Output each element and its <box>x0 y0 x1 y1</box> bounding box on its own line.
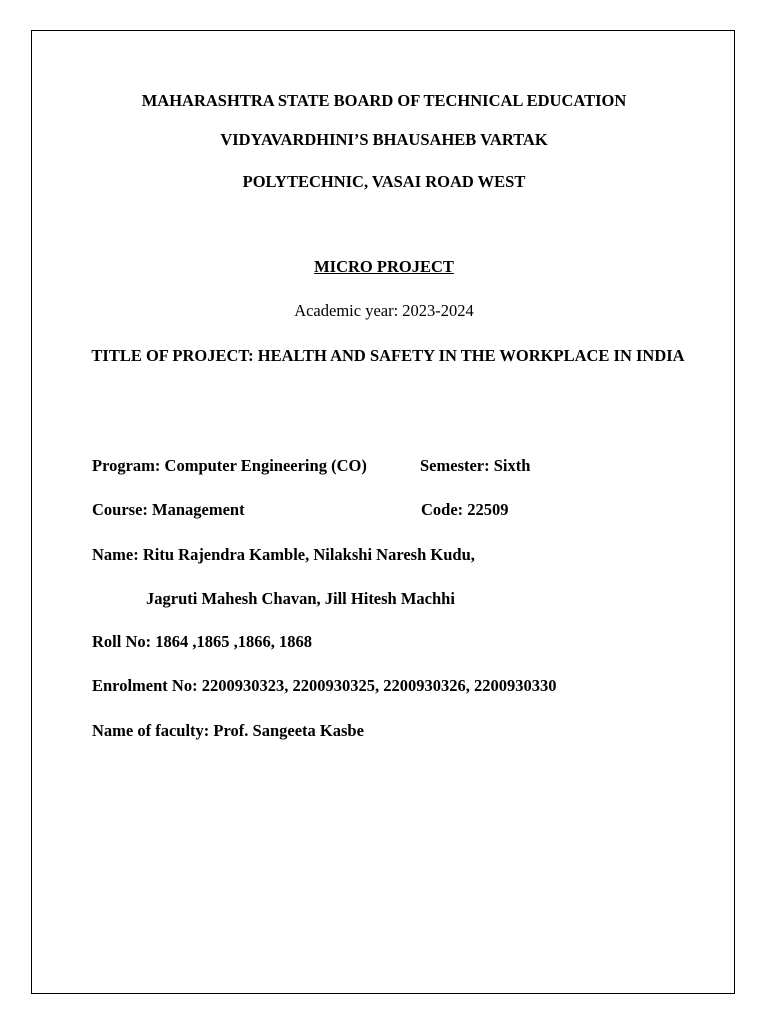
semester: Semester: Sixth <box>420 456 531 475</box>
institute-name-line1: VIDYAVARDHINI’S BHAUSAHEB VARTAK <box>220 130 548 149</box>
enrolment-numbers: Enrolment No: 2200930323, 2200930325, 2200930326, 2200930330 <box>92 676 557 695</box>
course-code: Code: 22509 <box>421 500 509 519</box>
micro-project-heading: MICRO PROJECT <box>314 257 454 276</box>
project-title: TITLE OF PROJECT: HEALTH AND SAFETY IN THE WORKPLACE IN INDIA <box>91 346 685 365</box>
board-name: MAHARASHTRA STATE BOARD OF TECHNICAL EDUCATION <box>141 91 627 110</box>
course: Course: Management <box>92 500 245 519</box>
institute-name-line2: POLYTECHNIC, VASAI ROAD WEST <box>242 172 526 191</box>
roll-numbers: Roll No: 1864 ,1865 ,1866, 1868 <box>92 632 312 651</box>
student-names-line1: Name: Ritu Rajendra Kamble, Nilakshi Naresh Kudu, <box>92 545 475 564</box>
program: Program: Computer Engineering (CO) <box>92 456 367 475</box>
student-names-line2: Jagruti Mahesh Chavan, Jill Hitesh Machhi <box>146 589 455 608</box>
faculty-name: Name of faculty: Prof. Sangeeta Kasbe <box>92 721 364 740</box>
academic-year: Academic year: 2023-2024 <box>294 301 474 320</box>
